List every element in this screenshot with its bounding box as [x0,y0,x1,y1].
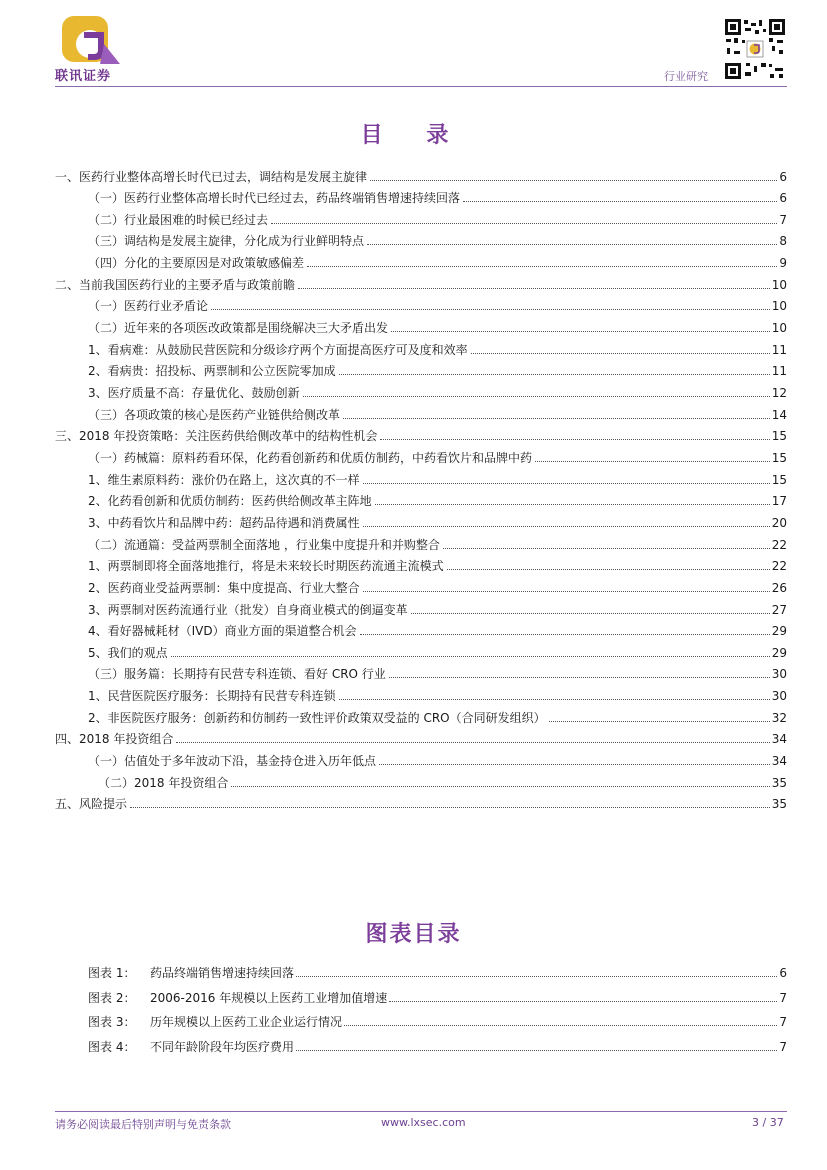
toc-entry-text: 2、非医院医疗服务：创新药和仿制药一致性评价政策双受益的 CRO（合同研发组织） [88,710,546,725]
toc-entry-page: 35 [771,775,787,790]
header-category-label: 行业研究 [664,70,708,83]
toc-dot-leader [271,223,777,224]
toc-entry-text: 3、医疗质量不高：存量优化、鼓励创新 [88,386,300,400]
toc-entry[interactable] [88,184,787,206]
toc-entry-text: 2、看病贵：招投标、两票制和公立医院零加成 [88,364,336,379]
toc-entry-page: 6 [779,191,787,206]
toc-dot-leader [339,374,770,375]
toc-entry[interactable] [88,443,787,465]
toc-title: 目 录 [360,123,467,148]
toc-entry[interactable] [55,790,787,812]
toc-entry-page: 6 [779,169,787,184]
toc-entry-text: 3、中药看饮片和品牌中药：超药品待遇和消费属性 [88,515,360,530]
toc-entry[interactable] [88,595,787,617]
toc-entry-text: 5、我们的观点 [88,645,168,660]
figure-entry-label: 图表 2： [88,990,136,1005]
figure-dot-leader [344,1025,777,1026]
toc-dot-leader [391,331,770,332]
toc-entry[interactable] [88,487,787,509]
toc-entry[interactable] [98,768,787,790]
figure-entry-text: 药品终端销售增速持续回落 [150,966,295,980]
figure-entry-page: 7 [779,1015,787,1029]
toc-entry-page: 10 [771,299,787,314]
toc-entry[interactable] [55,162,787,184]
toc-entry-text: （四）分化的主要原因是对政策敏感偏差 [88,256,305,271]
toc-entry-text: 1、维生素原料药：涨价仍在路上，这次真的不一样 [88,472,360,487]
toc-dot-leader [375,504,770,505]
toc-entry-text: 五、风险提示 [55,797,128,812]
toc-dot-leader [380,439,769,440]
footer-disclaimer[interactable]: 请务必阅读最后特别声明与免责条款 [55,1118,231,1131]
header-divider [55,86,787,87]
toc-dot-leader [389,677,770,678]
toc-dot-leader [549,721,770,722]
toc-dot-leader [379,764,770,765]
toc-entry[interactable] [88,249,787,271]
qr-code-icon [724,18,786,80]
logo-text: 联讯证券 [55,69,112,84]
toc-dot-leader [367,244,777,245]
toc-entry-text: 3、两票制对医药流通行业（批发）自身商业模式的倒逼变革 [88,602,408,617]
toc-entry[interactable] [55,270,787,292]
toc-entry-page: 22 [771,559,787,574]
toc-entry-page: 9 [779,256,787,271]
toc-dot-leader [231,786,769,787]
toc-entry-text: 4、看好器械耗材（IVD）商业方面的渠道整合机会 [88,624,357,639]
figure-entry-text: 历年规模以上医药工业企业运行情况 [150,1015,343,1029]
footer-page-number: 3 / 37 [752,1116,784,1129]
page-header [0,0,827,92]
toc-entry-page: 8 [779,234,787,249]
toc-entry-text: （一）医药行业矛盾论 [88,299,209,314]
toc-dot-leader [535,461,770,462]
figure-dot-leader [296,976,777,977]
toc-entry[interactable] [88,638,787,660]
toc-entry-page: 15 [771,450,787,465]
toc-dot-leader [176,742,769,743]
toc-entry-page: 30 [771,667,787,682]
toc-entry-page: 15 [771,472,787,487]
toc-dot-leader [443,548,770,549]
toc-entry-page: 11 [771,364,787,379]
toc-entry-page: 11 [771,342,787,357]
toc-dot-leader [303,396,770,397]
toc-entry[interactable] [88,682,787,704]
toc-entry-page: 15 [771,429,787,444]
toc-entry-page: 7 [779,212,787,227]
toc-entry-text: （二）近年来的各项医改政策都是围绕解决三大矛盾出发 [88,321,389,336]
figure-entry-text: 2006-2016 年规模以上医药工业增加值增速 [150,990,388,1005]
toc-entry[interactable] [88,205,787,227]
toc-entry-page: 29 [771,624,787,639]
toc-dot-leader [171,656,770,657]
toc-entry-text: 二、当前我国医药行业的主要矛盾与政策前瞻 [55,277,296,292]
toc-entry[interactable] [88,530,787,552]
figure-entry[interactable] [88,1007,787,1029]
toc-entry-page: 17 [771,494,787,509]
toc-dot-leader [463,201,777,202]
toc-entry[interactable] [88,379,787,401]
toc-dot-leader [339,699,770,700]
toc-entry-page: 35 [771,797,787,812]
footer-website-link[interactable]: www.lxsec.com [381,1116,466,1129]
toc-entry-text: （三）调结构是发展主旋律，分化成为行业鲜明特点 [88,234,365,249]
toc-dot-leader [211,309,770,310]
toc-entry[interactable] [88,747,787,769]
toc-entry-text: 三、2018 年投资策略：关注医药供给侧改革中的结构性机会 [55,429,378,444]
footer-divider [55,1111,787,1112]
figure-entry-page: 6 [779,966,787,980]
toc-dot-leader [307,266,777,267]
toc-entry-text: 1、看病难：从鼓励民营医院和分级诊疗两个方面提高医疗可及度和效率 [88,342,468,357]
toc-entry[interactable] [88,552,787,574]
toc-entry-page: 10 [771,277,787,292]
toc-dot-leader [363,591,770,592]
figure-dot-leader [296,1050,777,1051]
figure-entry-page: 7 [779,990,787,1005]
toc-entry-page: 27 [771,602,787,617]
toc-entry-page: 34 [771,754,787,769]
figure-entry-text: 不同年龄阶段年均医疗费用 [150,1039,295,1054]
figure-entry[interactable] [88,958,787,980]
toc-entry[interactable] [88,335,787,357]
toc-entry-text: （三）服务篇：长期持有民营专科连锁、看好 CRO 行业 [88,667,386,682]
figure-entry-label: 图表 1： [88,966,136,980]
toc-entry[interactable] [88,357,787,379]
toc-dot-leader [471,353,770,354]
figure-entry-page: 7 [779,1039,787,1054]
toc-entry-text: 1、民营医院医疗服务：长期持有民营专科连锁 [88,689,336,704]
toc-entry-text: （三）各项政策的核心是医药产业链供给侧改革 [88,407,341,422]
toc-entry[interactable] [88,400,787,422]
toc-entry-page: 29 [771,645,787,660]
toc-dot-leader [411,613,770,614]
toc-entry-page: 20 [771,515,787,530]
toc-dot-leader [447,569,770,570]
toc-entry[interactable] [88,573,787,595]
toc-entry-text: （二）2018 年投资组合 [98,775,229,790]
toc-entry-page: 34 [771,732,787,747]
toc-entry-page: 30 [771,689,787,704]
toc-entry-text: 四、2018 年投资组合 [55,732,174,747]
figure-dot-leader [389,1001,777,1002]
toc-entry[interactable] [55,422,787,444]
toc-entry[interactable] [88,314,787,336]
logo-mark-icon [60,14,122,66]
toc-dot-leader [370,180,777,181]
toc-entry-text: 2、化药看创新和优质仿制药：医药供给侧改革主阵地 [88,494,372,509]
toc-entry[interactable] [88,617,787,639]
figure-entry[interactable] [88,983,787,1005]
toc-entry[interactable] [88,508,787,530]
toc-dot-leader [343,418,770,419]
toc-entry-page: 14 [771,407,787,422]
toc-entry-text: 1、两票制即将全面落地推行，将是未来较长时期医药流通主流模式 [88,559,444,574]
toc-entry[interactable] [88,660,787,682]
toc-dot-leader [360,634,770,635]
toc-entry[interactable] [88,703,787,725]
toc-entry-page: 26 [771,580,787,595]
toc-entry-text: 2、医药商业受益两票制：集中度提高、行业大整合 [88,580,360,595]
toc-entry-page: 10 [771,321,787,336]
toc-entry-text: （二）行业最困难的时候已经过去 [88,212,269,227]
toc-entry-text: （二）流通篇：受益两票制全面落地 ，行业集中度提升和并购整合 [88,537,440,552]
toc-entry-page: 22 [771,537,787,552]
toc-entry[interactable] [88,292,787,314]
toc-entry-text: （一）医药行业整体高增长时代已经过去，药品终端销售增速持续回落 [88,191,461,206]
toc-entry-page: 12 [771,386,787,400]
figure-entry[interactable] [88,1032,787,1054]
figure-entry-label: 图表 3： [88,1015,136,1029]
toc-entry[interactable] [88,465,787,487]
toc-dot-leader [363,483,770,484]
toc-dot-leader [363,526,770,527]
toc-entry-text: （一）估值处于多年波动下沿，基金持仓进入历年低点 [88,754,377,769]
toc-entry-text: 一、医药行业整体高增长时代已过去，调结构是发展主旋律 [55,169,368,184]
toc-dot-leader [298,288,770,289]
toc-dot-leader [130,807,770,808]
figure-entry-label: 图表 4： [88,1039,136,1054]
figure-list-title: 图表目录 [365,922,462,947]
toc-entry-page: 32 [771,710,787,725]
toc-entry-text: （一）药械篇：原料药看环保，化药看创新药和优质仿制药，中药看饮片和品牌中药 [88,450,533,465]
toc-entry[interactable] [55,725,787,747]
company-logo [55,14,130,84]
toc-entry[interactable] [88,227,787,249]
